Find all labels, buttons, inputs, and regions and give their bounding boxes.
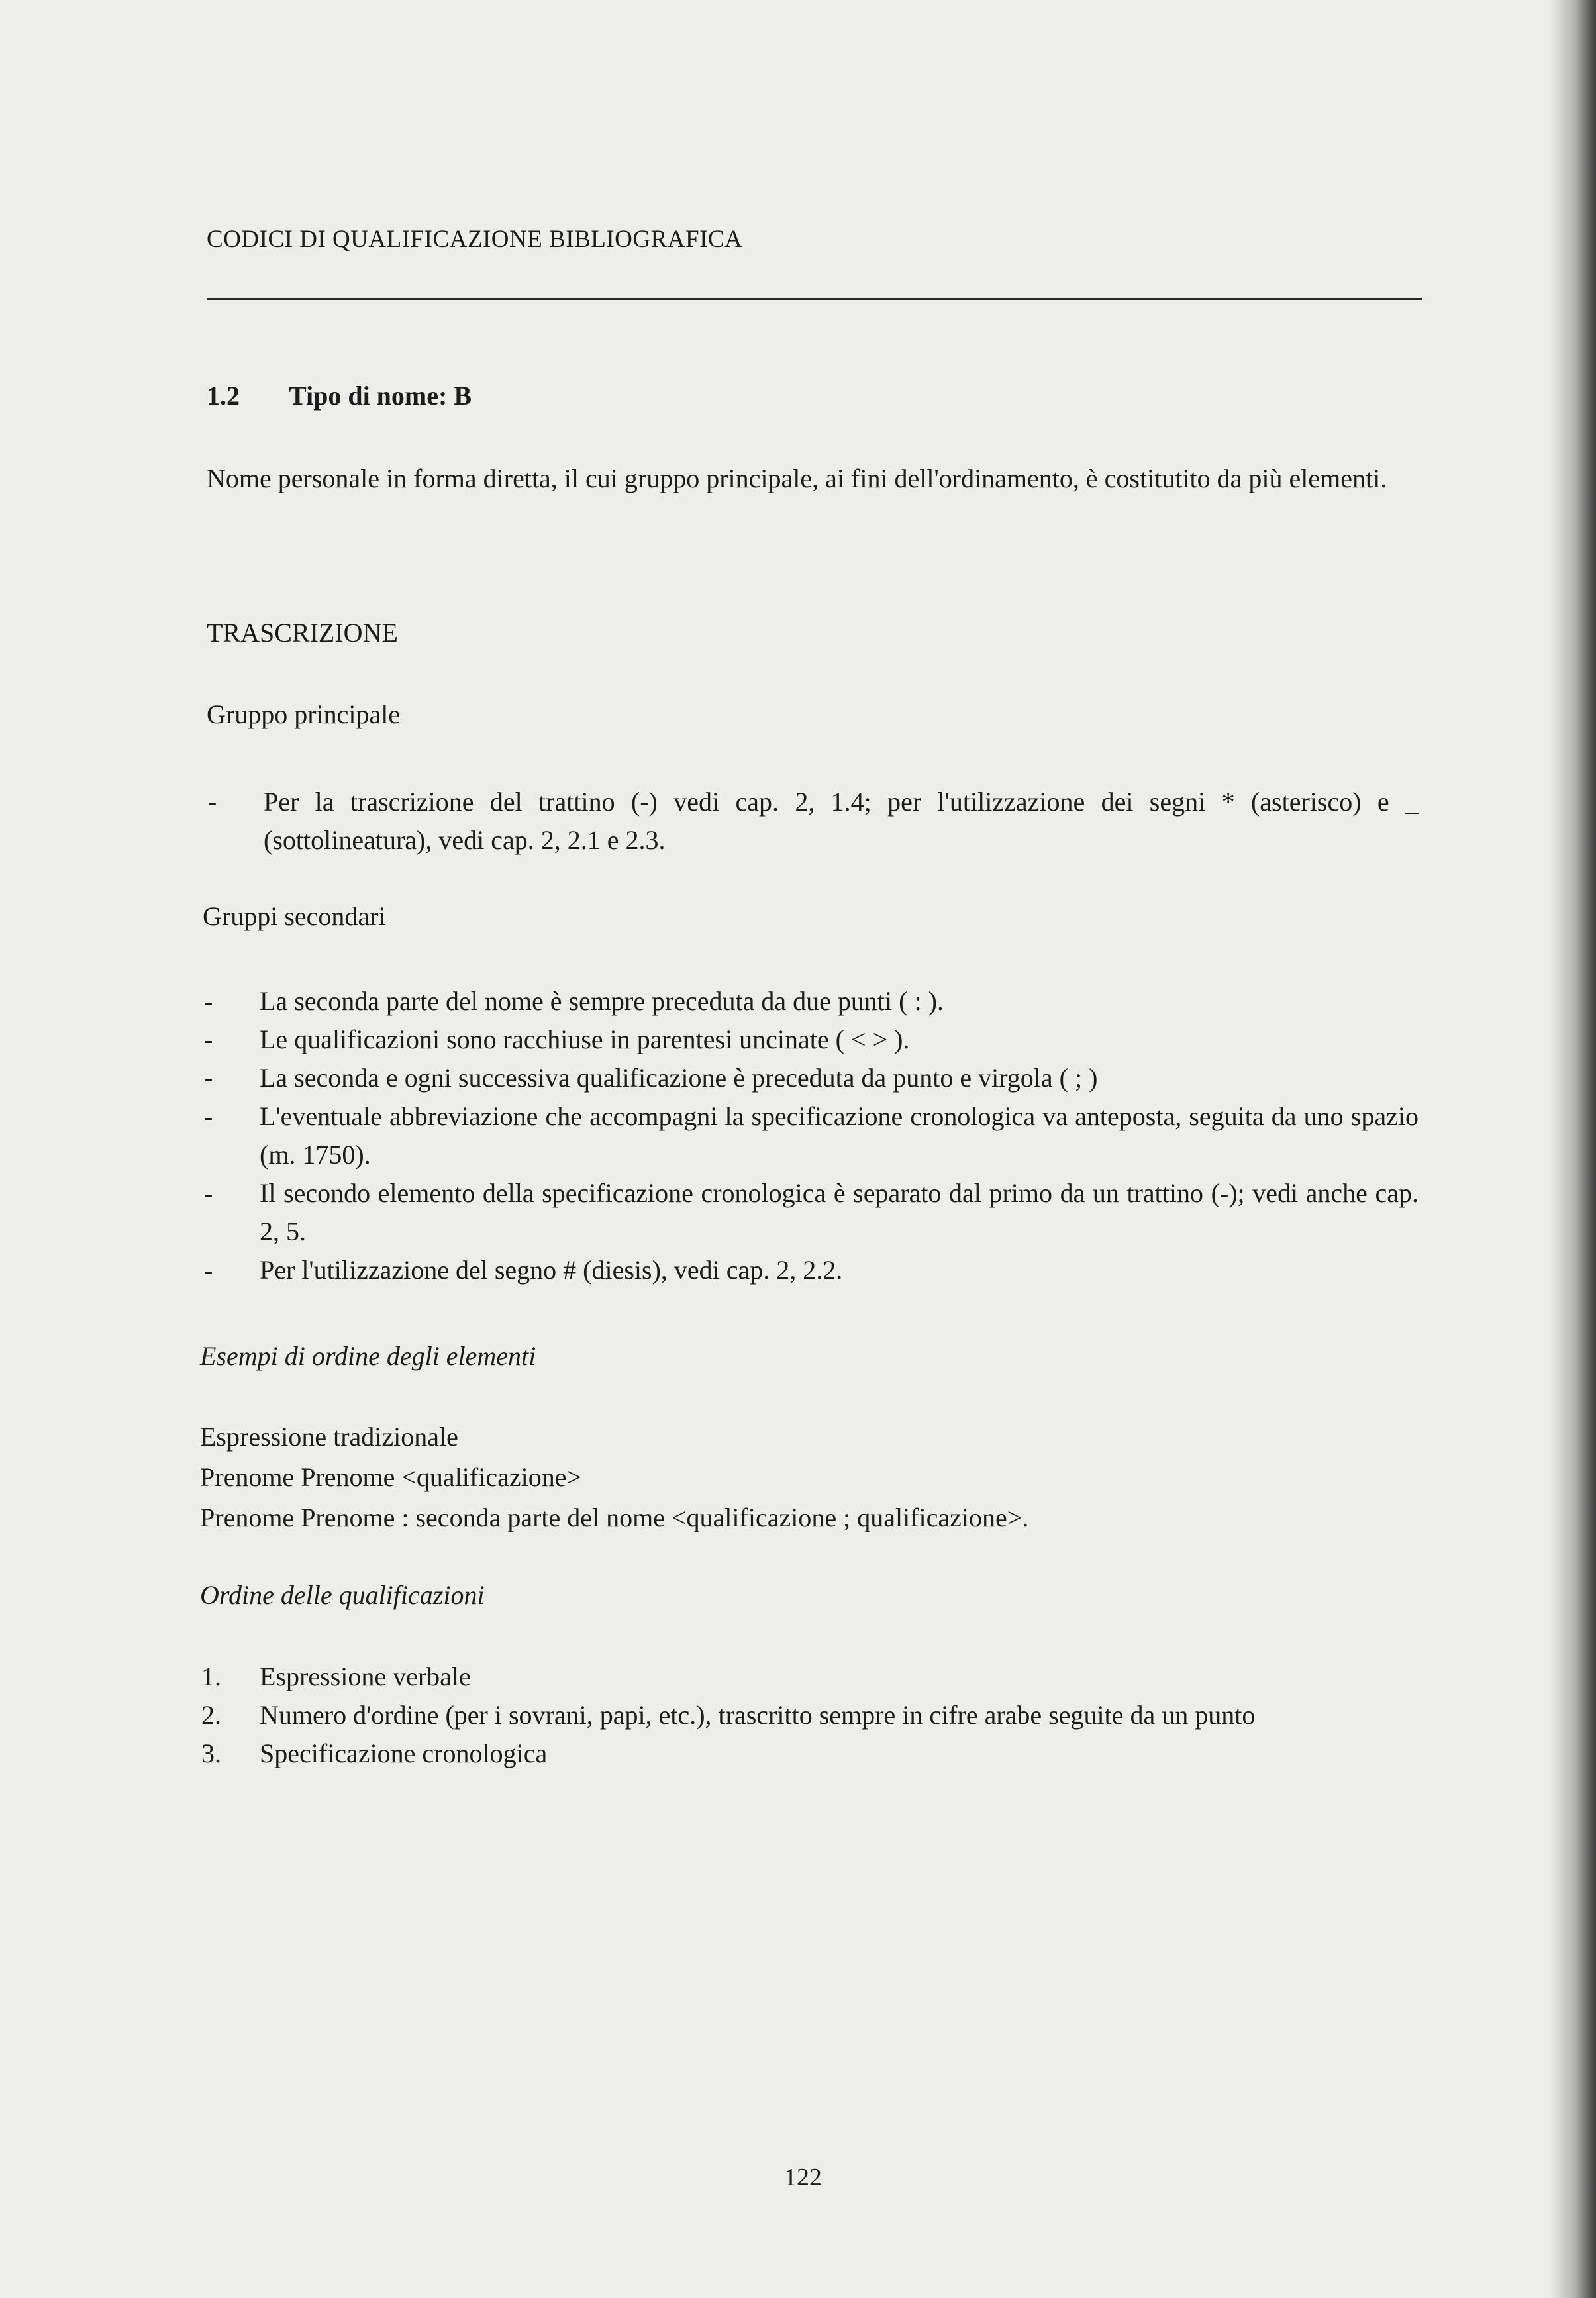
list-dash: - [204,1178,213,1208]
list-item [203,1251,1419,1289]
list-item [207,783,1419,860]
list-item [203,1059,1419,1097]
header-divider [207,298,1422,300]
page-number: 122 [784,2164,822,2191]
list-item-text: La seconda e ogni successiva qualificazione è preceduta da punto e virgola ( ; ) [260,1063,1098,1093]
list-dash: - [208,787,217,817]
item-number: 2. [201,1700,221,1730]
list-item [203,1021,1419,1059]
list-item-text: Per la trascrizione del trattino (-) vedi cap. 2, 1.4; per l'utilizzazione dei segni * (asterisco) e _ (sottolineatura), vedi cap. 2, 2.1 e 2.3. [264,787,1419,855]
numbered-item [200,1696,1352,1734]
trascrizione-heading: TRASCRIZIONE [207,618,398,648]
section-number: 1.2 [207,381,240,411]
list-dash: - [204,1101,213,1131]
item-number: 3. [201,1738,221,1768]
item-text: Espressione verbale [260,1662,471,1691]
gruppi-secondari-list [203,982,1419,1289]
list-item-text: Per l'utilizzazione del segno # (diesis), vedi cap. 2, 2.2. [260,1255,843,1285]
example-line: Espressione tradizionale [200,1422,458,1452]
list-dash: - [204,1063,213,1093]
list-item-text: Le qualificazioni sono racchiuse in parentesi uncinate ( < > ). [260,1024,910,1054]
ordine-list [200,1658,1352,1773]
list-item-text: L'eventuale abbreviazione che accompagni la specificazione cronologica va anteposta, seguita da uno spazio (m. 1750). [260,1101,1419,1170]
esempi-heading: Esempi di ordine degli elementi [200,1341,536,1371]
numbered-item [200,1734,1352,1773]
intro-paragraph: Nome personale in forma diretta, il cui gruppo principale, ai fini dell'ordinamento, è costitutito da più elementi. [207,464,1387,493]
numbered-item [200,1658,1352,1696]
item-number: 1. [201,1662,221,1691]
esempi-lines [200,1417,1028,1538]
item-text: Specificazione cronologica [260,1738,548,1768]
section-title-text: Tipo di nome: B [289,381,472,411]
list-item [203,1097,1419,1174]
example-line: Prenome Prenome : seconda parte del nome <qualificazione ; qualificazione>. [200,1503,1029,1532]
list-dash: - [204,1024,213,1054]
gruppo-principale-heading: Gruppo principale [207,699,401,729]
page-edge-shadow [1550,0,1596,2298]
ordine-heading: Ordine delle qualificazioni [200,1580,485,1610]
gruppo-principale-list [207,783,1419,860]
list-dash: - [204,986,213,1016]
list-item [203,1174,1419,1251]
list-item [203,982,1419,1021]
section-title [207,380,472,411]
list-item-text: La seconda parte del nome è sempre preceduta da due punti ( : ). [260,986,944,1016]
gruppi-secondari-heading: Gruppi secondari [203,901,386,931]
list-dash: - [204,1255,213,1285]
list-item-text: Il secondo elemento della specificazione cronologica è separato dal primo da un trattino (-); vedi anche cap. 2, 5. [260,1178,1419,1246]
item-text: Numero d'ordine (per i sovrani, papi, etc.), trascritto sempre in cifre arabe seguite da un punto [260,1700,1256,1730]
example-line: Prenome Prenome <qualificazione> [200,1462,582,1492]
running-head: CODICI DI QUALIFICAZIONE BIBLIOGRAFICA [207,226,743,253]
